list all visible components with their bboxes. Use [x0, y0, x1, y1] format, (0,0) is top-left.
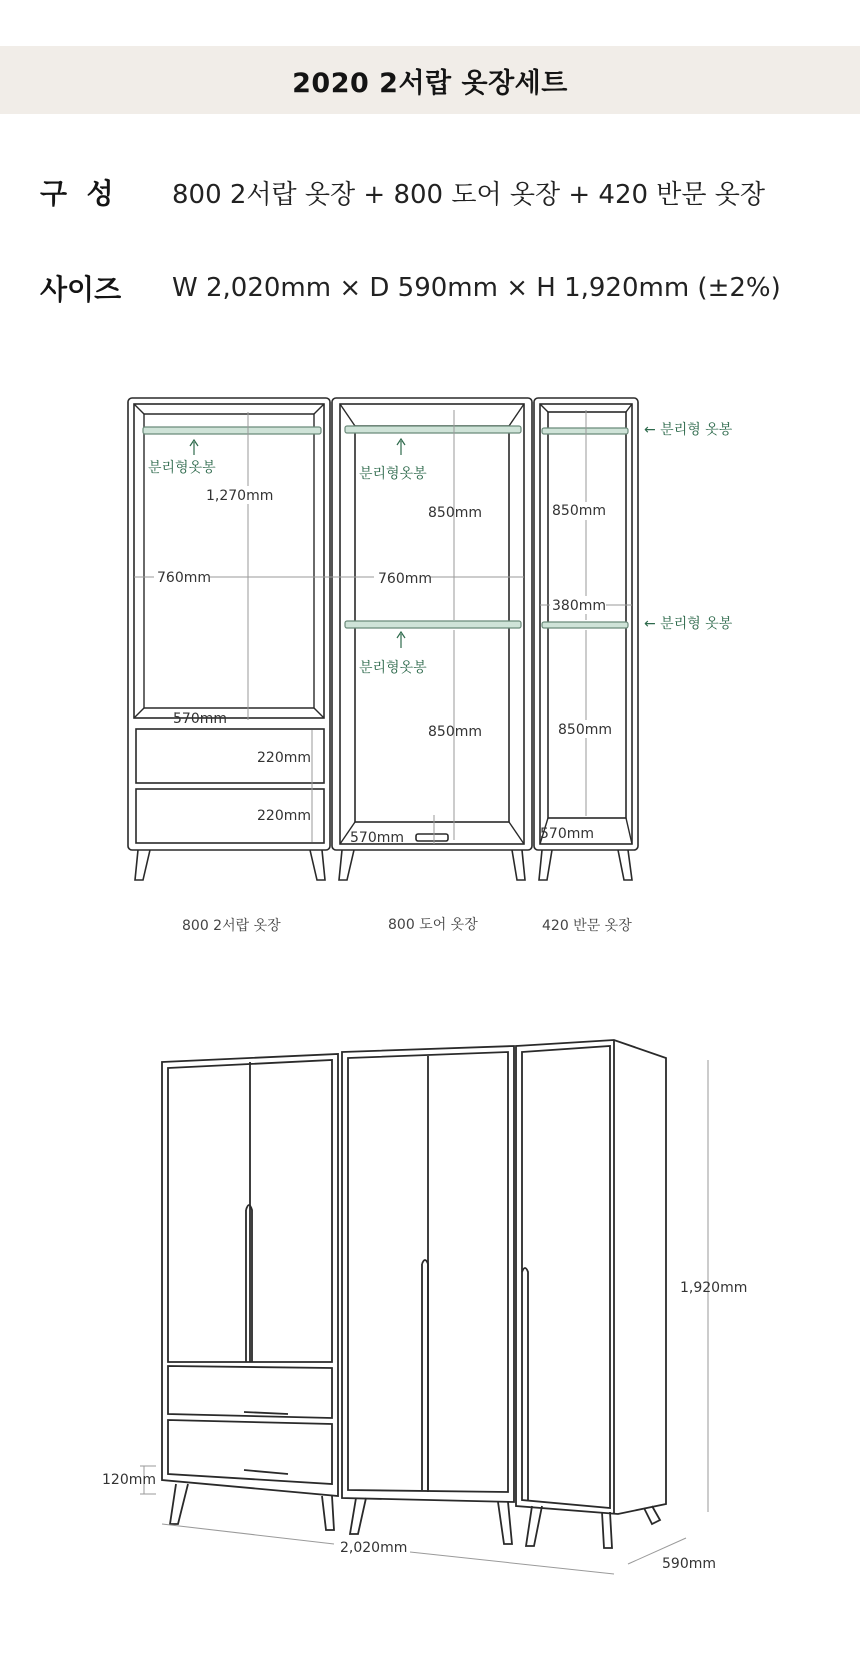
unit3-name: 420 반문 옷장 [542, 918, 632, 934]
perspective-legs [170, 1484, 660, 1548]
rod-label-unit2-mid: 분리형옷봉 [359, 660, 427, 676]
rod-label-unit1: 분리형옷봉 [148, 460, 216, 476]
leg [618, 850, 632, 880]
dim-unit2-upper-height: 850mm [428, 505, 482, 521]
leg [512, 850, 525, 880]
legs [135, 850, 632, 880]
unit3-back [548, 412, 626, 818]
cab-a-drawer-2 [168, 1420, 332, 1484]
perspective-diagram [0, 1030, 860, 1590]
leg [135, 850, 150, 880]
leg [310, 850, 325, 880]
title-band [0, 46, 860, 114]
spec-composition-label: 구 성 [40, 177, 114, 210]
rod-label-side-mid: ← 분리형 옷봉 [644, 616, 733, 632]
dim-unit1-drawer-1: 220mm [257, 750, 311, 766]
dim-unit1-inner-width: 760mm [157, 570, 211, 586]
unit2-name: 800 도어 옷장 [388, 917, 478, 933]
rod-label-side-top: ← 분리형 옷봉 [644, 422, 733, 438]
dim-unit2-depth: 570mm [350, 830, 404, 846]
rod-unit1 [143, 427, 321, 434]
spec-composition-value: 800 2서랍 옷장 + 800 도어 옷장 + 420 반문 옷장 [172, 179, 766, 210]
dim-total-depth: 590mm [662, 1556, 716, 1572]
unit1-inner [134, 404, 324, 718]
rod-unit3-top [542, 428, 628, 434]
dim-unit3-lower-height: 850mm [558, 722, 612, 738]
unit2-base-handle [416, 834, 448, 841]
dim-leg-height: 120mm [102, 1472, 156, 1488]
spec-composition [40, 172, 765, 212]
dim-unit1-hanging-height: 1,270mm [206, 488, 274, 504]
dim-total-width: 2,020mm [340, 1540, 408, 1556]
cab-c-body [516, 1040, 666, 1514]
rod-unit3-mid [542, 622, 628, 628]
rod-unit2-top [345, 426, 521, 433]
leg [539, 850, 552, 880]
dim-unit3-upper-height: 850mm [552, 503, 606, 519]
perspective-dimension-lines [140, 1060, 708, 1574]
dim-unit3-rod-gap: 380mm [552, 598, 606, 614]
cab-a-drawer-1 [168, 1366, 332, 1418]
spec-size-label: 사이즈 [40, 273, 122, 306]
dim-unit3-depth: 570mm [540, 826, 594, 842]
spec-size [40, 268, 781, 308]
rod-label-unit2-top: 분리형옷봉 [359, 466, 427, 482]
rod-unit2-mid [345, 621, 521, 628]
unit1-name: 800 2서랍 옷장 [182, 918, 281, 934]
leg [339, 850, 354, 880]
dim-unit2-lower-height: 850mm [428, 724, 482, 740]
page-title: 2020 2서랍 옷장세트 [292, 67, 568, 99]
perspective-cabinets [162, 1040, 666, 1514]
dim-unit1-depth: 570mm [173, 711, 227, 727]
front-interior-diagram [0, 380, 860, 940]
spec-size-value: W 2,020mm × D 590mm × H 1,920mm (±2%) [172, 273, 781, 303]
dim-total-height: 1,920mm [680, 1280, 748, 1296]
dim-unit2-inner-width: 760mm [378, 571, 432, 587]
dim-unit1-drawer-2: 220mm [257, 808, 311, 824]
